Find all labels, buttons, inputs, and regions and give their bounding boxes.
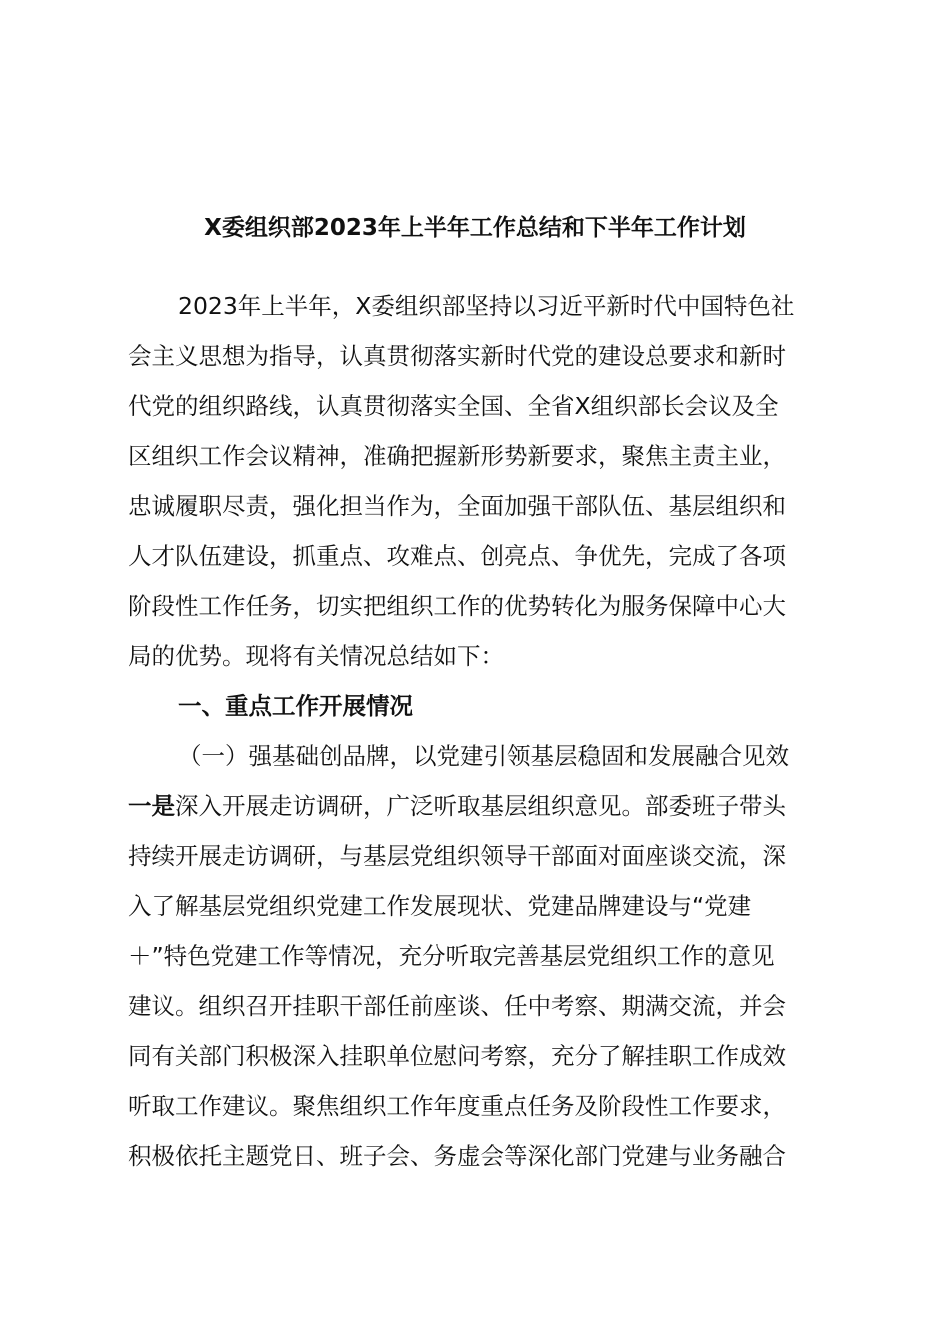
section-heading: 一、重点工作开展情况 [178,692,413,720]
paragraph-line: 阶段性工作任务，切实把组织工作的优势转化为服务保障中心大 [128,592,786,620]
paragraph-line: 积极依托主题党日、班子会、务虚会等深化部门党建与业务融合 [128,1142,786,1170]
document-title: X委组织部2023年上半年工作总结和下半年工作计划 [204,215,746,241]
document-body [128,281,850,1181]
paragraph-line: 同有关部门积极深入挂职单位慰问考察，充分了解挂职工作成效 [128,1042,786,1070]
paragraph-line: 建议。组织召开挂职干部任前座谈、任中考察、期满交流，并会 [128,992,786,1020]
paragraph-line: ＋”特色党建工作等情况，充分听取完善基层党组织工作的意见 [128,942,775,970]
lead-bold-label: 一是 [128,792,175,820]
paragraph-line: 听取工作建议。聚焦组织工作年度重点任务及阶段性工作要求， [128,1092,786,1120]
subsection-heading: （一）强基础创品牌，以党建引领基层稳固和发展融合见效 [178,742,789,770]
paragraph-line-text: 深入开展走访调研，广泛听取基层组织意见。部委班子带头 [175,792,786,820]
paragraph-line: 代党的组织路线，认真贯彻落实全国、全省X组织部长会议及全 [128,392,779,420]
paragraph-line: 局的优势。现将有关情况总结如下： [128,642,504,670]
paragraph-line: 会主义思想为指导，认真贯彻落实新时代党的建设总要求和新时 [128,342,786,370]
paragraph-line: 入了解基层党组织党建工作发展现状、党建品牌建设与“党建 [128,892,752,920]
paragraph-line: 持续开展走访调研，与基层党组织领导干部面对面座谈交流，深 [128,842,786,870]
paragraph-line: 忠诚履职尽责，强化担当作为，全面加强干部队伍、基层组织和 [128,492,786,520]
paragraph-line: 人才队伍建设，抓重点、攻难点、创亮点、争优先，完成了各项 [128,542,786,570]
paragraph-line: 2023年上半年，X委组织部坚持以习近平新时代中国特色社 [178,292,795,320]
paragraph-line [128,781,850,831]
paragraph-line: 区组织工作会议精神，准确把握新形势新要求，聚焦主责主业， [128,442,786,470]
